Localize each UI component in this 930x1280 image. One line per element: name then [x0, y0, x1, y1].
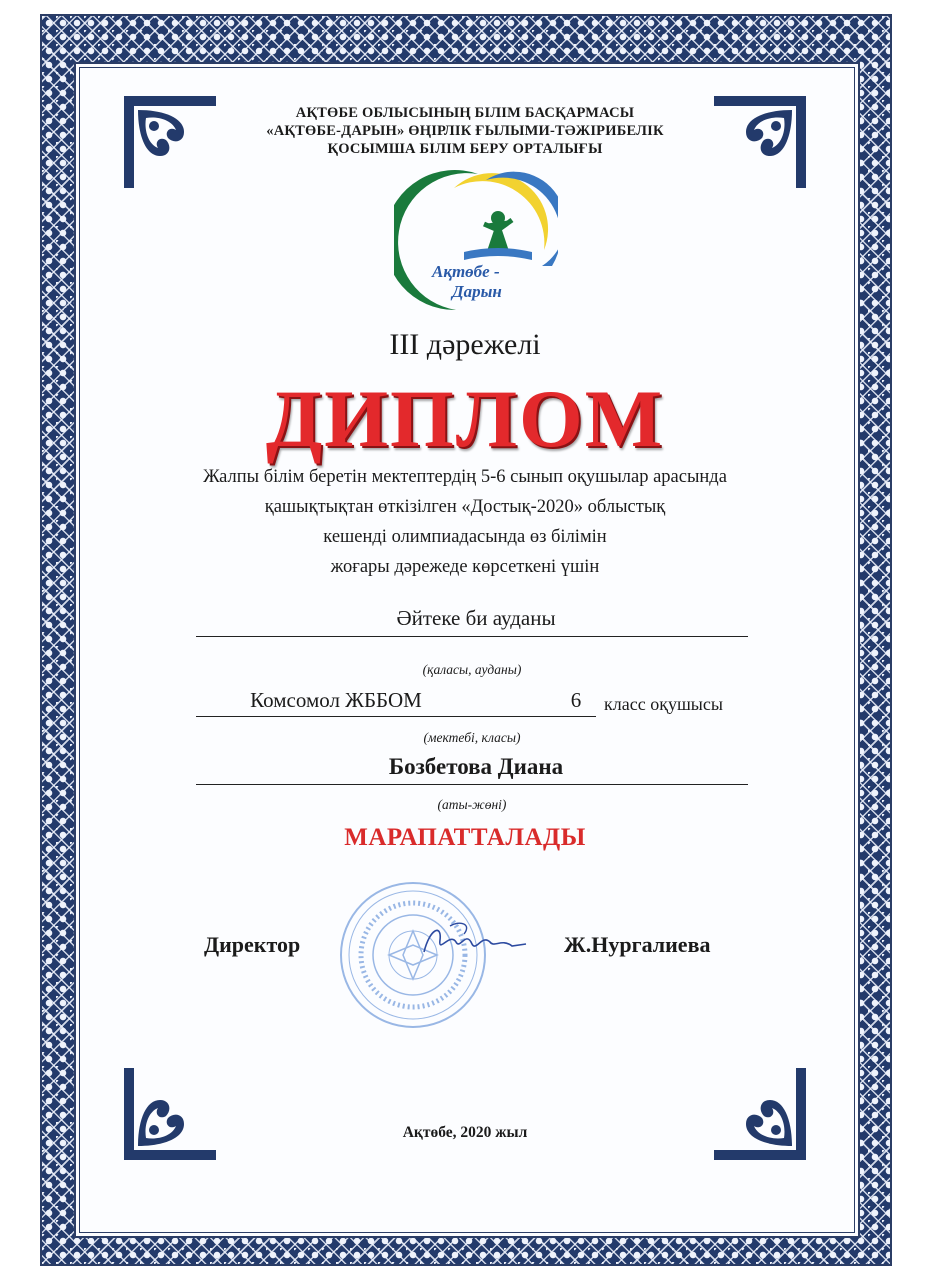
award-text: МАРАПАТТАЛАДЫ [344, 824, 586, 851]
reason-line: қашықтықтан өткізілген «Достық-2020» облыстық [264, 497, 666, 517]
header-line-2: «АҚТӨБЕ-ДАРЫН» ӨҢІРЛІК ҒЫЛЫМИ-ТӘЖІРИБЕЛІК [266, 123, 664, 139]
school-underline [196, 716, 596, 717]
corner-ornament-icon [714, 1068, 806, 1160]
corner-ornament-icon [124, 1068, 216, 1160]
student-name: Бозбетова Диана [388, 754, 564, 779]
grade-suffix: класс оқушысы [604, 694, 723, 714]
district-value: Әйтеке би ауданы [396, 606, 556, 630]
reason-line: Жалпы білім беретін мектептердің 5-6 сынып оқушылар арасында [203, 467, 727, 487]
diploma-title: ДИПЛОМ [265, 373, 665, 464]
school-value: Комсомол ЖББОМ [250, 688, 422, 712]
grade-value: 6 [570, 688, 582, 712]
school-caption: (мектебі, класы) [423, 730, 521, 745]
award-reason [0, 462, 930, 582]
place-and-year: Ақтөбе, 2020 жыл [402, 1124, 528, 1141]
reason-line: жоғары дәрежеде көрсеткені үшін [330, 557, 600, 577]
district-underline [196, 636, 748, 637]
logo-text-1: Ақтөбе - [432, 262, 500, 281]
reason-line: кешенді олимпиадасында өз білімін [323, 527, 607, 547]
header-line-3: ҚОСЫМША БІЛІМ БЕРУ ОРТАЛЫҒЫ [327, 141, 603, 157]
header-line-1: АҚТӨБЕ ОБЛЫСЫНЫҢ БІЛІМ БАСҚАРМАСЫ [295, 105, 635, 121]
director-role: Директор [204, 932, 301, 957]
district-caption: (қаласы, ауданы) [422, 662, 522, 677]
degree-label: III дәрежелі [389, 328, 541, 361]
aktobe-daryn-logo [394, 170, 558, 320]
student-caption: (аты-жөні) [437, 797, 507, 812]
student-underline [196, 784, 748, 785]
logo-text-2: Дарын [452, 282, 502, 301]
director-name: Ж.Нургалиева [564, 932, 711, 957]
director-signature-icon [420, 918, 530, 966]
